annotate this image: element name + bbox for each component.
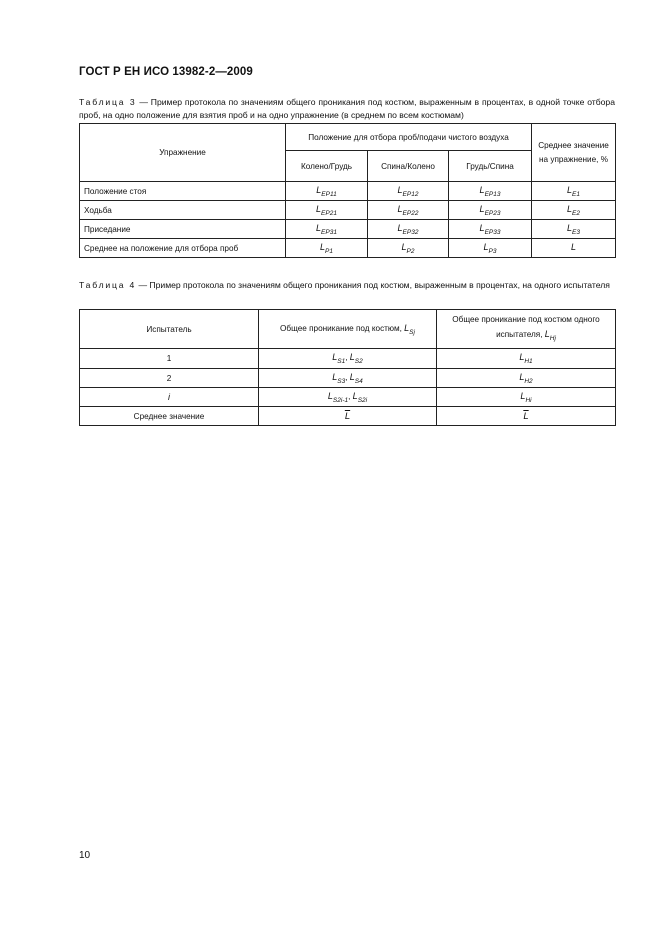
table4-tester: 2	[80, 369, 259, 388]
symbol-cell: $L_{P2}$	[401, 241, 415, 255]
table3-row-label: Ходьба	[80, 201, 286, 220]
table-row	[80, 388, 616, 407]
document-header: ГОСТ Р ЕН ИСО 13982-2—2009	[79, 66, 253, 78]
table3-row-label: Положение стоя	[80, 182, 286, 201]
table3-caption	[79, 96, 615, 121]
table-row	[80, 369, 616, 388]
symbol-cell: $L_{EP11}$	[316, 184, 337, 198]
symbol-cell: $L_{EP33}$	[479, 222, 501, 236]
table4-mean-result: $\overline{L}$	[437, 407, 616, 426]
symbol-cell: $L_{EP12}$	[397, 184, 419, 198]
table3	[79, 123, 616, 258]
symbol-cell: $L_{S3}$, $L_{S4}$	[259, 369, 437, 388]
symbol-cell: $L_{S1}$, $L_{S2}$	[259, 349, 437, 369]
table-row	[80, 349, 616, 369]
table3-header-mean: Среднее значение на упражнение, %	[532, 124, 616, 182]
table4-caption-text: — Пример протокола по значениям общего проникания под костюм, выраженным в процентах, на одного испытателя	[138, 280, 610, 290]
symbol-cell: $L_{EP21}$	[316, 203, 337, 217]
symbol-cell: $L_{EP31}$	[316, 222, 337, 236]
table3-caption-label: Таблица 3	[79, 97, 137, 107]
symbol-cell: $L_{P3}$	[483, 241, 497, 255]
table3-header-exercise: Упражнение	[80, 124, 286, 182]
table4-header-per-tester: Общее проникание под костюм одного испытателя, $L_{Hj}$	[437, 310, 616, 349]
table4-mean-value: $\overline{L}$	[259, 407, 437, 426]
symbol-cell: $L_{E3}$	[567, 222, 580, 236]
symbol-cell: $L_{Hi}$	[437, 388, 616, 407]
symbol-cell: $L_{E1}$	[567, 184, 580, 198]
table3-subheader-2: Спина/Колено	[368, 151, 449, 182]
table3-subheader-3: Грудь/Спина	[449, 151, 532, 182]
table3-row-label: Среднее на положение для отбора проб	[80, 239, 286, 258]
table-row	[80, 220, 616, 239]
symbol-cell: $L_{EP23}$	[479, 203, 501, 217]
table4-caption-label: Таблица 4	[79, 280, 137, 290]
table3-header-group: Положение для отбора проб/подачи чистого воздуха	[286, 124, 532, 151]
symbol-cell: $L_{S2i-1}$, $L_{S2i}$	[259, 388, 437, 407]
symbol-cell: $L_{E2}$	[567, 203, 580, 217]
symbol-cell: $L_{EP32}$	[397, 222, 419, 236]
table4-header-tester: Испытатель	[80, 310, 259, 349]
symbol-cell: $L_{H1}$	[437, 349, 616, 369]
table4-tester: i	[80, 388, 259, 407]
table-row	[80, 201, 616, 220]
table4-caption	[79, 279, 615, 292]
symbol-cell: $L_{P1}$	[320, 241, 333, 255]
table4-mean-label: Среднее значение	[80, 407, 259, 426]
table4-header-total: Общее проникание под костюм, $L_{Sj}$	[259, 310, 437, 349]
symbol-cell: $L_{EP13}$	[479, 184, 501, 198]
page-number: 10	[79, 850, 91, 861]
table3-caption-text: — Пример протокола по значениям общего проникания под костюм, выраженным в процентах, в одной точке отбора проб, на одно положение для взятия проб и на одно упражнение (в среднем по всем костюмам)	[79, 97, 615, 120]
table-row	[80, 407, 616, 426]
table-row	[80, 182, 616, 201]
table4-tester: 1	[80, 349, 259, 369]
table3-row-label: Приседание	[80, 220, 286, 239]
table4	[79, 309, 616, 426]
symbol-cell: L	[571, 241, 577, 252]
table-row	[80, 239, 616, 258]
symbol-cell: $L_{EP22}$	[397, 203, 419, 217]
symbol-cell: $L_{H2}$	[437, 369, 616, 388]
table3-subheader-1: Колено/Грудь	[286, 151, 368, 182]
